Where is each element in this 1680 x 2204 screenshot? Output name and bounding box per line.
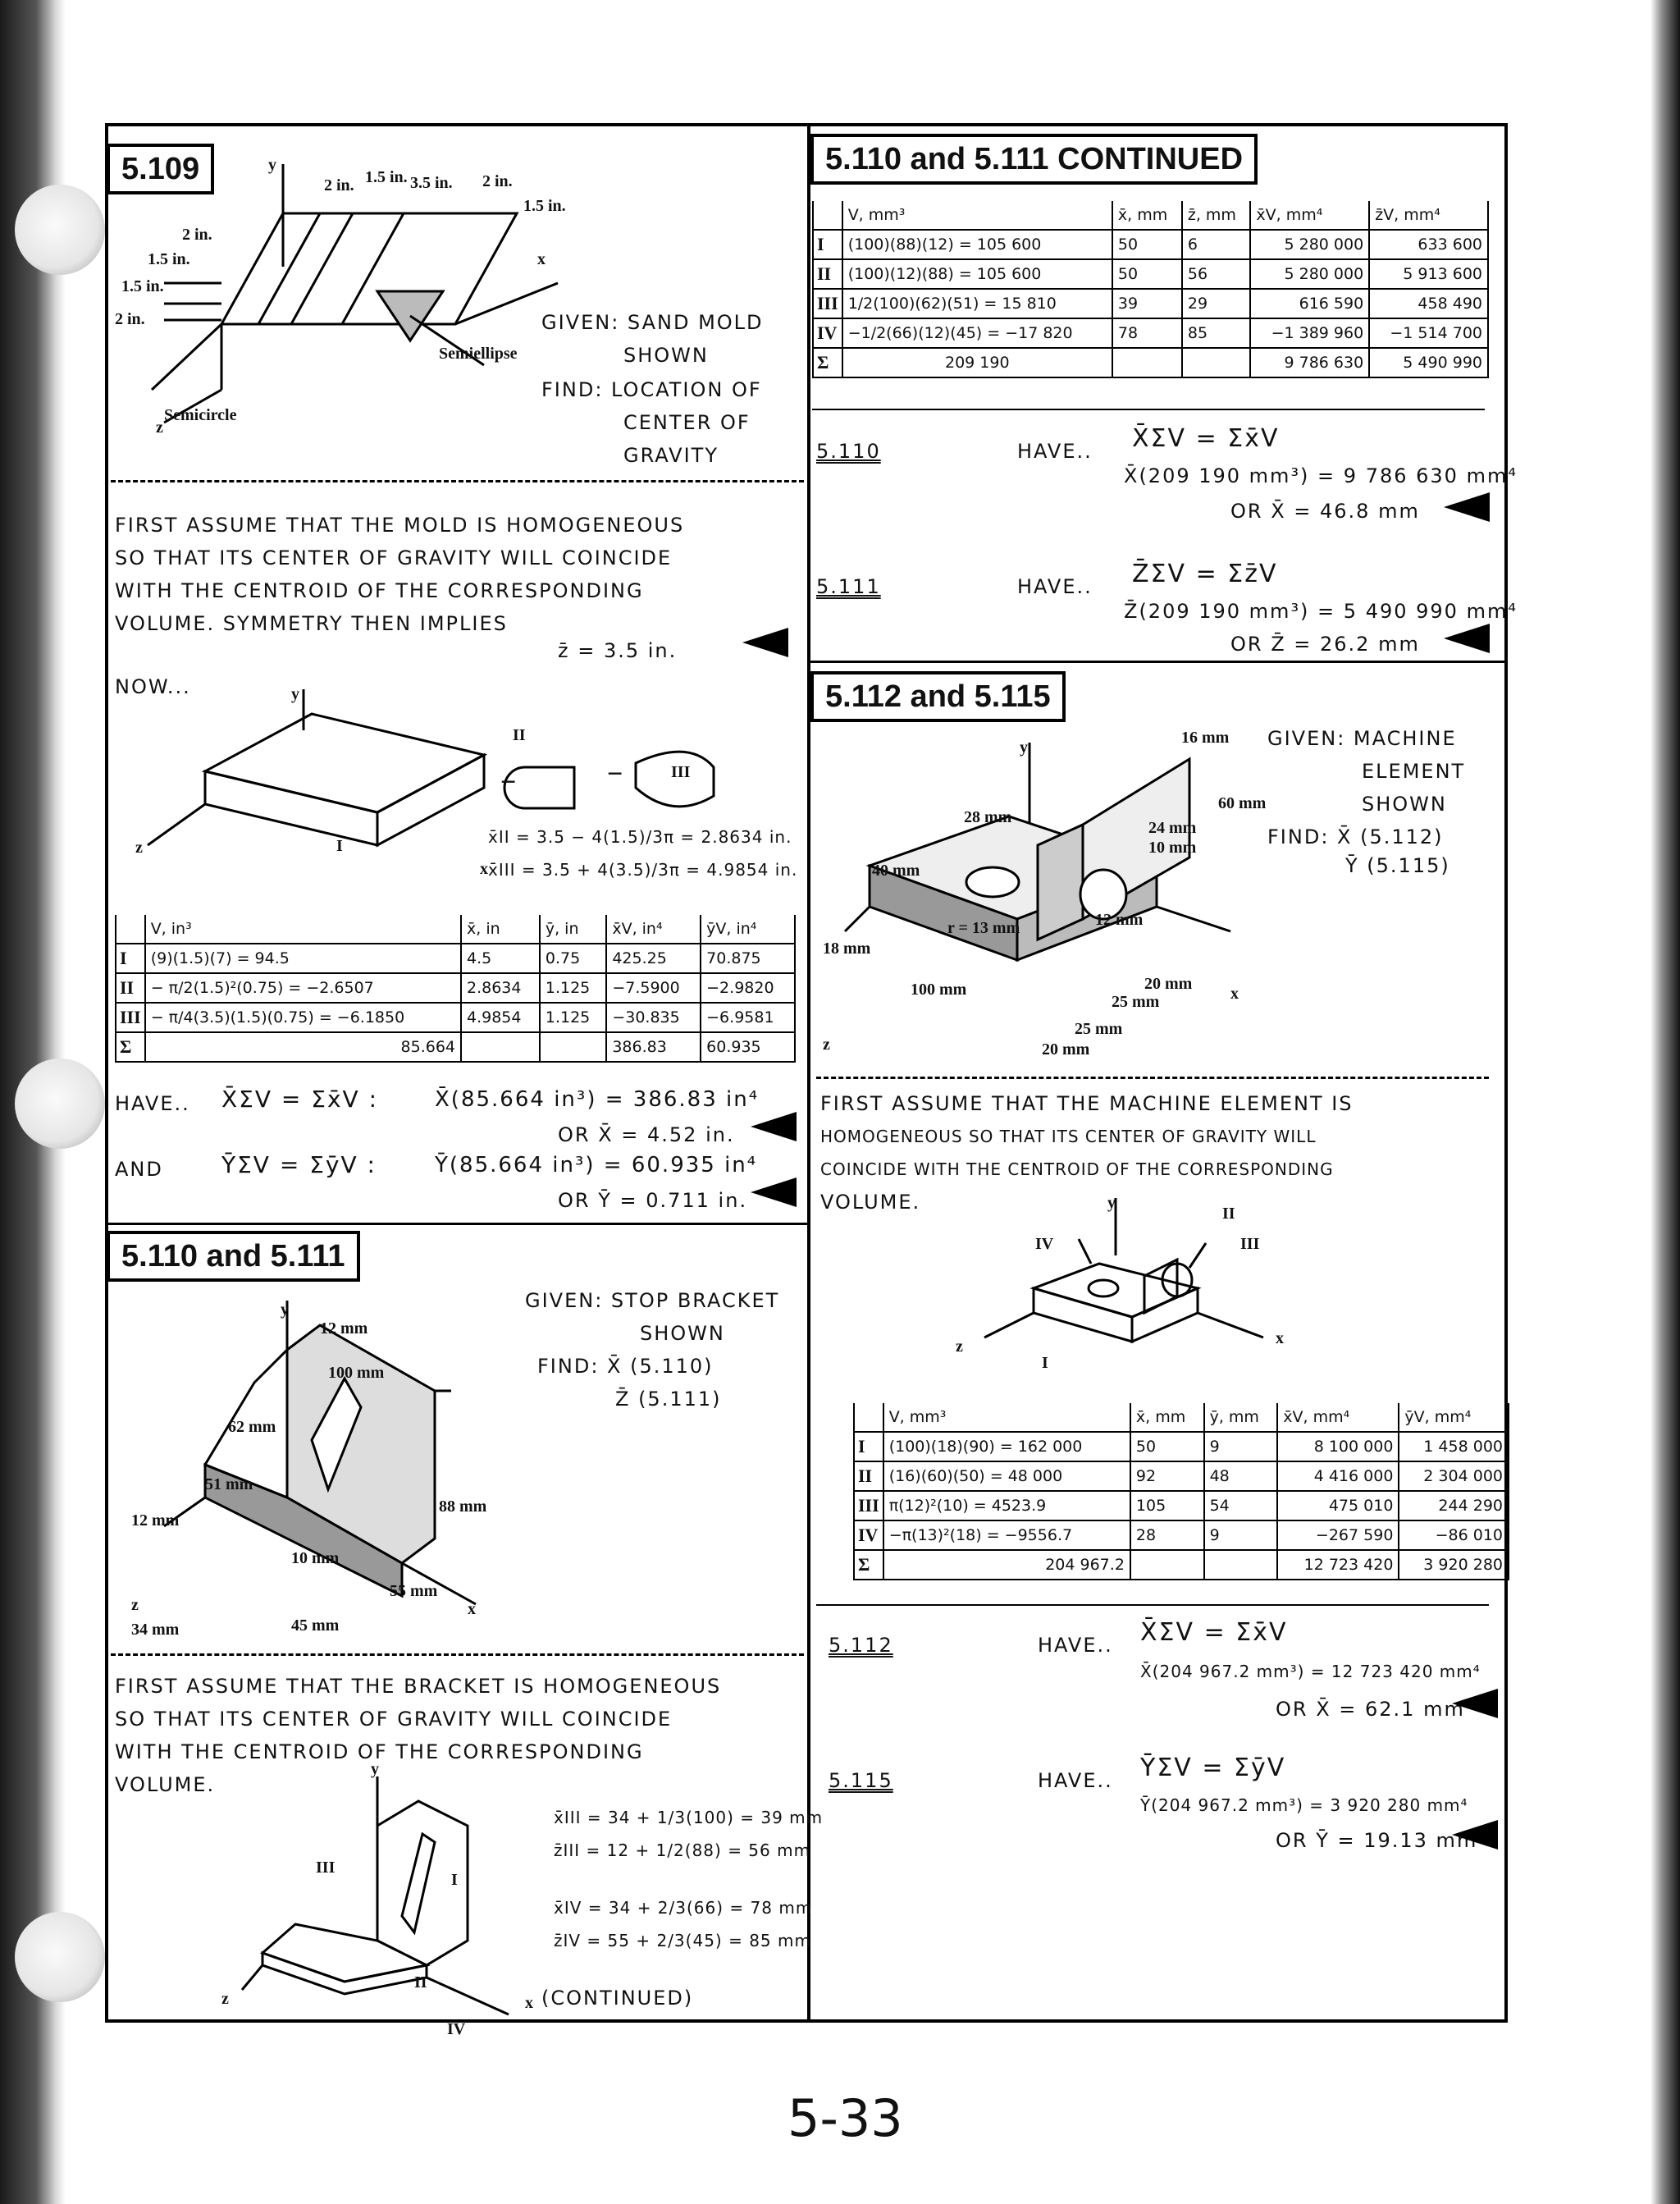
- have-eq: ȲΣV = ΣȳV: [1140, 1754, 1286, 1782]
- cell: [540, 1032, 606, 1062]
- result-y: OR Ȳ = 0.711 in.: [558, 1189, 748, 1212]
- have-eq-x: X̄ΣV = Σx̄V :: [221, 1086, 379, 1113]
- have-calc-y: Ȳ(85.664 in³) = 60.935 in⁴: [435, 1153, 758, 1177]
- have-label: HAVE..: [1017, 440, 1093, 463]
- table-row: [813, 318, 1488, 348]
- cell: 386.83: [606, 1032, 701, 1062]
- label-12mm: 12 mm: [320, 1319, 368, 1337]
- cell: 5 490 990: [1369, 348, 1488, 377]
- given-line-2: SHOWN: [640, 1322, 725, 1345]
- have-label: HAVE..: [1017, 575, 1093, 598]
- sub-5-111-label: 5.111: [816, 575, 881, 598]
- cell: III: [854, 1491, 883, 1520]
- th-volume: V, mm³: [883, 1403, 1130, 1432]
- th-zbar: z̄, mm: [1182, 201, 1251, 230]
- label-semiellipse: Semiellipse: [439, 345, 518, 363]
- punch-hole-middle: [15, 1059, 105, 1149]
- problem-5-110-continued-title: 5.110 and 5.111 CONTINUED: [810, 134, 1258, 185]
- fig2-label-I: I: [451, 1871, 458, 1889]
- table-row: [854, 1461, 1509, 1491]
- cell: 8 100 000: [1277, 1432, 1399, 1461]
- label-r13mm: r = 13 mm: [947, 919, 1020, 937]
- cell: (16)(60)(50) = 48 000: [883, 1461, 1130, 1491]
- fig2-label-y: y: [291, 685, 299, 703]
- cell: 425.25: [606, 944, 701, 973]
- cell: 4.9854: [461, 1003, 540, 1032]
- label-18mm: 18 mm: [823, 940, 871, 958]
- cell: [1182, 348, 1251, 377]
- result-ybar: OR Ȳ = 19.13 mm: [1276, 1829, 1478, 1852]
- result-arrow: [1452, 1820, 1498, 1850]
- cell: (100)(88)(12) = 105 600: [842, 230, 1112, 259]
- cell: 3 920 280: [1399, 1550, 1509, 1580]
- label-z: z: [823, 1036, 830, 1054]
- th-xbar: x̄, mm: [1112, 201, 1182, 230]
- table-row: [116, 1003, 795, 1032]
- label-x: x: [1230, 985, 1239, 1003]
- label-y: y: [281, 1301, 289, 1319]
- cell: −30.835: [606, 1003, 701, 1032]
- eq-xbar-III: x̄III = 34 + 1/3(100) = 39 mm: [554, 1808, 824, 1827]
- given-line-3: SHOWN: [1362, 793, 1447, 816]
- cell: [1130, 1550, 1204, 1580]
- th-ybarV: ȳV, in⁴: [701, 915, 795, 944]
- cell: I: [116, 944, 145, 973]
- find-line-2: Ȳ (5.115): [1345, 854, 1450, 877]
- table-row: [813, 259, 1488, 289]
- table-5-109: [115, 915, 796, 1063]
- find-line-1: FIND: LOCATION OF: [541, 378, 762, 401]
- problem-5-112-title: 5.112 and 5.115: [810, 671, 1066, 722]
- cell: π(12)²(10) = 4523.9: [883, 1491, 1130, 1520]
- th-ybar: ȳ, mm: [1204, 1403, 1278, 1432]
- cell: II: [854, 1461, 883, 1491]
- table-row-sum: [116, 1032, 795, 1062]
- page-number: 5-33: [788, 2088, 903, 2148]
- cell: −1 389 960: [1250, 318, 1369, 348]
- fig2-label-z: z: [956, 1337, 963, 1356]
- table-5-112: [853, 1403, 1509, 1580]
- cell: 204 967.2: [883, 1550, 1130, 1580]
- xbar-eq-III: x̄III = 3.5 + 4(3.5)/3π = 4.9854 in.: [488, 860, 798, 880]
- th-blank: [813, 201, 842, 230]
- divider-dashed: [111, 480, 804, 482]
- result-arrow: [1452, 1689, 1498, 1718]
- machine-element-figure: [845, 743, 1271, 1054]
- cell: I: [813, 230, 842, 259]
- label-20mm-b: 20 mm: [1042, 1040, 1090, 1059]
- label-y: y: [1020, 738, 1028, 757]
- cell: −π(13)²(18) = −9556.7: [883, 1520, 1130, 1550]
- cell: 1 458 000: [1399, 1432, 1509, 1461]
- label-45mm: 45 mm: [291, 1616, 340, 1635]
- cell: −7.5900: [606, 973, 701, 1003]
- fig2-label-y: y: [1107, 1194, 1116, 1212]
- have-label: HAVE..: [1038, 1634, 1113, 1657]
- cell: 70.875: [701, 944, 795, 973]
- label-2in-b: 2 in.: [482, 172, 513, 190]
- label-semicircle: Semicircle: [164, 406, 237, 424]
- table-row: [854, 1491, 1509, 1520]
- cell: [461, 1032, 540, 1062]
- have-eq: X̄ΣV = Σx̄V: [1132, 424, 1280, 453]
- cell: −1 514 700: [1369, 318, 1488, 348]
- cell: 4.5: [461, 944, 540, 973]
- label-40mm: 40 mm: [872, 862, 920, 880]
- binder-edge-right: [1650, 0, 1680, 2204]
- cell: 54: [1204, 1491, 1278, 1520]
- cell: 50: [1130, 1432, 1204, 1461]
- find-line-2: CENTER OF: [623, 411, 751, 434]
- cell: 29: [1182, 289, 1251, 318]
- stop-bracket-figure: [148, 1301, 500, 1629]
- cell: (100)(18)(90) = 162 000: [883, 1432, 1130, 1461]
- label-12mm: 12 mm: [1095, 911, 1144, 929]
- have-eq: X̄ΣV = Σx̄V: [1140, 1618, 1288, 1647]
- fig2-label-x: x: [525, 1994, 533, 2012]
- label-28mm: 28 mm: [964, 808, 1012, 826]
- th-blank: [116, 915, 145, 944]
- cell: 244 290: [1399, 1491, 1509, 1520]
- result-arrow: [1444, 492, 1490, 522]
- divider-dashed: [816, 1077, 1489, 1079]
- cell: −6.9581: [701, 1003, 795, 1032]
- label-15in-b: 1.5 in.: [523, 197, 566, 215]
- label-y: y: [268, 156, 276, 174]
- label-15in-a: 1.5 in.: [365, 168, 408, 186]
- label-z: z: [156, 418, 163, 437]
- table-row: [116, 944, 795, 973]
- cell: IV: [813, 318, 842, 348]
- result-arrow: [751, 1112, 797, 1141]
- cell: 39: [1112, 289, 1182, 318]
- fig2-label-x: x: [480, 860, 488, 878]
- cell: 105: [1130, 1491, 1204, 1520]
- assume-line-2: HOMOGENEOUS SO THAT ITS CENTER OF GRAVITY WILL: [820, 1127, 1317, 1146]
- th-xbarV: x̄V, mm⁴: [1250, 201, 1369, 230]
- cell: Σ: [813, 348, 842, 377]
- column-divider: [807, 123, 810, 2023]
- fig2-label-IV: IV: [447, 2020, 466, 2038]
- label-51mm: 51 mm: [205, 1475, 253, 1493]
- th-xbarV: x̄V, in⁴: [606, 915, 701, 944]
- given-line-2: SHOWN: [623, 344, 709, 367]
- label-15in-c: 1.5 in.: [148, 250, 190, 268]
- sub-5-110-label: 5.110: [816, 440, 881, 463]
- cell: −2.9820: [701, 973, 795, 1003]
- cell: 4 416 000: [1277, 1461, 1399, 1491]
- cell: 92: [1130, 1461, 1204, 1491]
- cell: II: [116, 973, 145, 1003]
- cell: 633 600: [1369, 230, 1488, 259]
- result-x: OR X̄ = 4.52 in.: [558, 1123, 735, 1146]
- assume-line-3: COINCIDE WITH THE CENTROID OF THE CORRESPONDING: [820, 1159, 1334, 1179]
- label-25mm-b: 25 mm: [1075, 1020, 1123, 1038]
- now-label: NOW...: [115, 675, 191, 698]
- assume-line-4: VOLUME.: [115, 1773, 216, 1796]
- label-12mm-b: 12 mm: [131, 1511, 180, 1530]
- have-label: HAVE..: [115, 1092, 190, 1115]
- th-volume: V, in³: [145, 915, 461, 944]
- th-ybar: ȳ, in: [540, 915, 606, 944]
- have-calc: X̄(204 967.2 mm³) = 12 723 420 mm⁴: [1140, 1662, 1481, 1681]
- table-row-sum: [854, 1550, 1509, 1580]
- cell: 12 723 420: [1277, 1550, 1399, 1580]
- cell: IV: [854, 1520, 883, 1550]
- result-xbar: OR X̄ = 62.1 mm: [1276, 1698, 1465, 1721]
- fig2-label-z: z: [221, 1990, 229, 2008]
- fig2-label-y: y: [371, 1760, 379, 1778]
- cell: 458 490: [1369, 289, 1488, 318]
- problem-5-110-title: 5.110 and 5.111: [107, 1231, 360, 1282]
- fig2-label-III: III: [316, 1859, 336, 1877]
- cell: − π/2(1.5)²(0.75) = −2.6507: [145, 973, 461, 1003]
- given-line-1: GIVEN: SAND MOLD: [541, 311, 764, 334]
- th-volume: V, mm³: [842, 201, 1112, 230]
- fig2-minus-2: −: [607, 759, 623, 789]
- cell: 28: [1130, 1520, 1204, 1550]
- assume-line-1: FIRST ASSUME THAT THE BRACKET IS HOMOGENEOUS: [115, 1675, 722, 1698]
- zbar-result: z̄ = 3.5 in.: [558, 639, 678, 662]
- cell: (9)(1.5)(7) = 94.5: [145, 944, 461, 973]
- rule: [812, 409, 1485, 410]
- label-34mm: 34 mm: [131, 1621, 180, 1639]
- cell: (100)(12)(88) = 105 600: [842, 259, 1112, 289]
- cell: 5 280 000: [1250, 230, 1369, 259]
- th-ybarV: ȳV, mm⁴: [1399, 1403, 1509, 1432]
- cell: 5 913 600: [1369, 259, 1488, 289]
- eq-xbar-IV: x̄IV = 34 + 2/3(66) = 78 mm: [554, 1898, 813, 1918]
- label-10mm: 10 mm: [1148, 839, 1197, 857]
- cell: 1.125: [540, 973, 606, 1003]
- assume-line-2: SO THAT ITS CENTER OF GRAVITY WILL COINCIDE: [115, 1708, 673, 1731]
- assume-line-4: VOLUME. SYMMETRY THEN IMPLIES: [115, 612, 508, 635]
- cell: 2 304 000: [1399, 1461, 1509, 1491]
- fig2-minus-1: −: [500, 767, 517, 798]
- label-60mm: 60 mm: [1218, 794, 1267, 812]
- cell: −1/2(66)(12)(45) = −17 820: [842, 318, 1112, 348]
- label-62mm: 62 mm: [228, 1418, 276, 1436]
- th-xbarV: x̄V, mm⁴: [1277, 1403, 1399, 1432]
- cell: 50: [1112, 259, 1182, 289]
- fig2-label-III: III: [1240, 1235, 1260, 1253]
- label-88mm: 88 mm: [439, 1498, 487, 1516]
- cell: 6: [1182, 230, 1251, 259]
- have-label: HAVE..: [1038, 1769, 1113, 1792]
- table-5-110: [812, 201, 1489, 378]
- label-2in-d: 2 in.: [115, 310, 145, 328]
- machine-decomposition-figure: [968, 1198, 1312, 1379]
- cell: [1112, 348, 1182, 377]
- label-24mm: 24 mm: [1148, 819, 1197, 837]
- eq-zbar-IV: z̄IV = 55 + 2/3(45) = 85 mm: [554, 1931, 811, 1950]
- rule: [816, 1604, 1489, 1606]
- fig2-label-II: II: [513, 726, 526, 744]
- assume-line-1: FIRST ASSUME THAT THE MOLD IS HOMOGENEOUS: [115, 514, 685, 537]
- cell: 50: [1112, 230, 1182, 259]
- table-row: [813, 289, 1488, 318]
- have-calc: Z̄(209 190 mm³) = 5 490 990 mm⁴: [1124, 600, 1518, 623]
- divider-dashed: [111, 1653, 804, 1656]
- section-divider: [807, 661, 1508, 663]
- cell: III: [813, 289, 842, 318]
- cell: 85: [1182, 318, 1251, 348]
- cell: −86 010: [1399, 1520, 1509, 1550]
- label-10mm: 10 mm: [291, 1549, 340, 1567]
- label-25mm-a: 25 mm: [1112, 993, 1160, 1011]
- sub-5-115-label: 5.115: [829, 1769, 893, 1792]
- cell: 85.664: [145, 1032, 461, 1062]
- cell: I: [854, 1432, 883, 1461]
- sand-mold-decomposition-figure: [148, 689, 804, 878]
- find-line-2: Z̄ (5.111): [615, 1388, 722, 1411]
- label-15in-d: 1.5 in.: [121, 277, 164, 295]
- given-line-1: GIVEN: STOP BRACKET: [525, 1289, 780, 1312]
- cell: 475 010: [1277, 1491, 1399, 1520]
- th-blank: [854, 1403, 883, 1432]
- label-100mm: 100 mm: [911, 981, 967, 999]
- assume-line-3: WITH THE CENTROID OF THE CORRESPONDING: [115, 1740, 644, 1763]
- cell: Σ: [116, 1032, 145, 1062]
- label-55mm: 55 mm: [390, 1582, 438, 1600]
- fig2-label-I: I: [336, 837, 343, 855]
- cell: 1/2(100)(62)(51) = 15 810: [842, 289, 1112, 318]
- bracket-decomposition-figure: [238, 1776, 550, 2014]
- cell: Σ: [854, 1550, 883, 1580]
- table-row: [854, 1432, 1509, 1461]
- result-arrow: [742, 628, 788, 657]
- th-xbar: x̄, mm: [1130, 1403, 1204, 1432]
- table-row: [813, 230, 1488, 259]
- sub-5-112-label: 5.112: [829, 1634, 893, 1657]
- cell: 9: [1204, 1520, 1278, 1550]
- find-line-1: FIND: X̄ (5.112): [1267, 825, 1444, 848]
- label-2in-c: 2 in.: [182, 226, 212, 244]
- fig2-label-II: II: [414, 1973, 427, 1991]
- have-calc: Ȳ(204 967.2 mm³) = 3 920 280 mm⁴: [1140, 1795, 1468, 1815]
- eq-zbar-III: z̄III = 12 + 1/2(88) = 56 mm: [554, 1840, 811, 1860]
- cell: II: [813, 259, 842, 289]
- continued-note: (CONTINUED): [541, 1987, 694, 2010]
- find-line-3: GRAVITY: [623, 444, 719, 467]
- find-line-1: FIND: X̄ (5.110): [537, 1355, 714, 1378]
- cell: 9 786 630: [1250, 348, 1369, 377]
- and-label: AND: [115, 1158, 163, 1181]
- have-eq: Z̄ΣV = Σz̄V: [1132, 560, 1278, 588]
- cell: 60.935: [701, 1032, 795, 1062]
- fig2-label-I: I: [1042, 1354, 1048, 1372]
- punch-hole-bottom: [15, 1912, 105, 2002]
- table-row: [854, 1520, 1509, 1550]
- label-2in-a: 2 in.: [324, 176, 354, 194]
- result-xbar: OR X̄ = 46.8 mm: [1230, 500, 1420, 523]
- label-100mm: 100 mm: [328, 1364, 385, 1382]
- assume-line-4: VOLUME.: [820, 1191, 921, 1214]
- assume-line-2: SO THAT ITS CENTER OF GRAVITY WILL COINCIDE: [115, 546, 673, 569]
- th-zbarV: z̄V, mm⁴: [1369, 201, 1488, 230]
- result-arrow: [1444, 624, 1490, 653]
- cell: −267 590: [1277, 1520, 1399, 1550]
- have-calc: X̄(209 190 mm³) = 9 786 630 mm⁴: [1124, 464, 1518, 487]
- label-35in: 3.5 in.: [410, 174, 453, 192]
- cell: 2.8634: [461, 973, 540, 1003]
- cell: 9: [1204, 1432, 1278, 1461]
- label-x: x: [537, 250, 546, 268]
- cell: 56: [1182, 259, 1251, 289]
- have-calc-x: X̄(85.664 in³) = 386.83 in⁴: [435, 1087, 760, 1112]
- label-x: x: [468, 1600, 476, 1618]
- fig2-label-z: z: [135, 839, 143, 857]
- assume-line-1: FIRST ASSUME THAT THE MACHINE ELEMENT IS: [820, 1092, 1354, 1115]
- punch-hole-top: [15, 185, 105, 275]
- label-16mm: 16 mm: [1181, 729, 1230, 747]
- fig2-label-IV: IV: [1035, 1235, 1054, 1253]
- cell: III: [116, 1003, 145, 1032]
- cell: − π/4(3.5)(1.5)(0.75) = −6.1850: [145, 1003, 461, 1032]
- label-20mm-a: 20 mm: [1144, 975, 1193, 993]
- xbar-eq-II: x̄II = 3.5 − 4(1.5)/3π = 2.8634 in.: [488, 827, 792, 847]
- result-arrow: [751, 1177, 797, 1207]
- given-line-2: ELEMENT: [1362, 760, 1466, 783]
- cell: 48: [1204, 1461, 1278, 1491]
- cell: 5 280 000: [1250, 259, 1369, 289]
- section-divider: [105, 1223, 809, 1225]
- result-zbar: OR Z̄ = 26.2 mm: [1230, 633, 1420, 656]
- label-z: z: [131, 1596, 139, 1614]
- fig2-label-III: III: [671, 763, 691, 781]
- cell: 0.75: [540, 944, 606, 973]
- fig2-label-x: x: [1276, 1329, 1284, 1347]
- cell: 78: [1112, 318, 1182, 348]
- have-eq-y: ȲΣV = ΣȳV :: [221, 1151, 377, 1178]
- cell: 1.125: [540, 1003, 606, 1032]
- fig2-label-II: II: [1222, 1205, 1235, 1223]
- given-line-1: GIVEN: MACHINE: [1267, 727, 1457, 750]
- table-row-sum: [813, 348, 1488, 377]
- cell: [1204, 1550, 1278, 1580]
- cell: 616 590: [1250, 289, 1369, 318]
- assume-line-3: WITH THE CENTROID OF THE CORRESPONDING: [115, 579, 644, 602]
- table-row: [116, 973, 795, 1003]
- th-xbar: x̄, in: [461, 915, 540, 944]
- problem-5-109-title: 5.109: [107, 144, 214, 194]
- cell: 209 190: [842, 348, 1112, 377]
